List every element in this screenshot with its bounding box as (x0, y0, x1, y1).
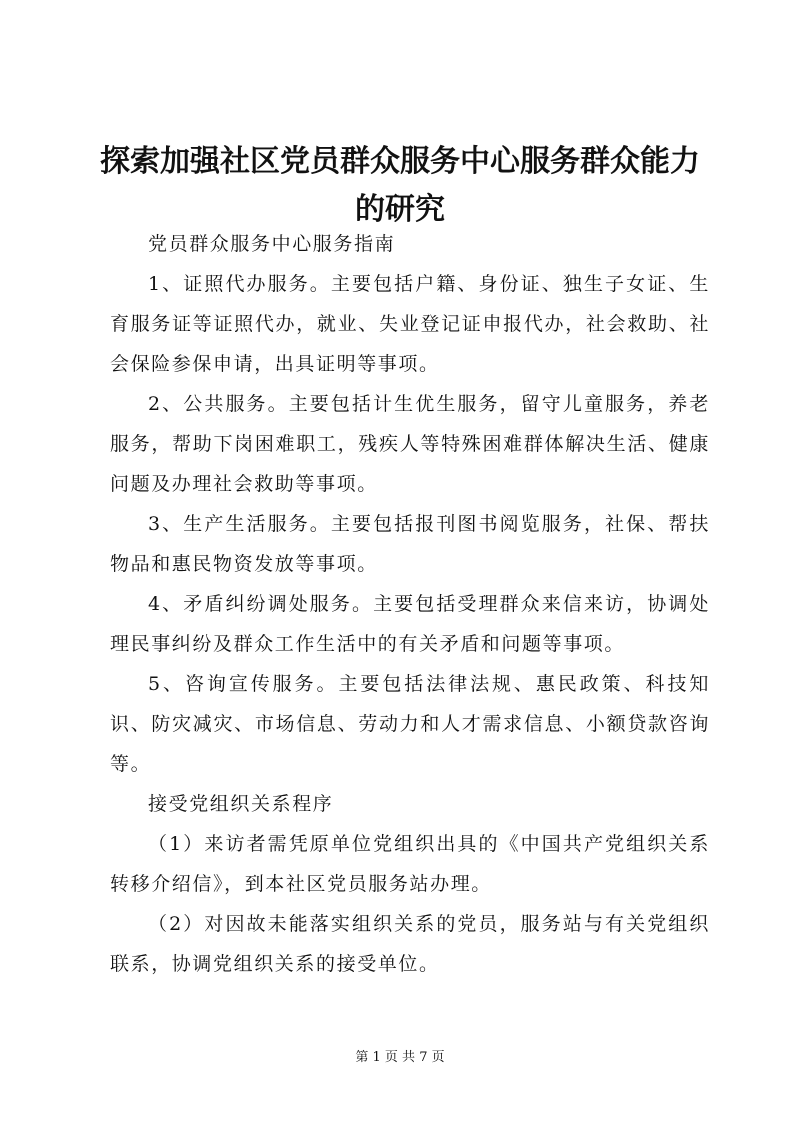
paragraph-dispute-mediation: 4、矛盾纠纷调处服务。主要包括受理群众来信来访，协调处理民事纠纷及群众工作生活中的有关矛盾和问题等事项。 (110, 593, 710, 655)
paragraph-certificate-service: 1、证照代办服务。主要包括户籍、身份证、独生子女证、生育服务证等证照代办，就业、失业登记证申报代办，社会救助、社会保险参保申请，出具证明等事项。 (110, 273, 710, 375)
document-title (100, 138, 700, 234)
paragraph-procedure-step-1: （1）来访者需凭原单位党组织出具的《中国共产党组织关系转移介绍信》，到本社区党员服务站办理。 (110, 833, 710, 895)
paragraph-procedure-step-2: （2）对因故未能落实组织关系的党员，服务站与有关党组织联系，协调党组织关系的接受单位。 (110, 913, 710, 975)
paragraph-production-life-service: 3、生产生活服务。主要包括报刊图书阅览服务，社保、帮扶物品和惠民物资发放等事项。 (110, 513, 710, 575)
page-footer: 第 1 页 共 7 页 (355, 1050, 445, 1065)
title-line-2: 的研究 (355, 192, 445, 227)
paragraph-public-service: 2、公共服务。主要包括计生优生服务，留守儿童服务，养老服务，帮助下岗困难职工，残疾人等特殊困难群体解决生活、健康问题及办理社会救助等事项。 (110, 393, 710, 495)
paragraph-consulting-publicity: 5、咨询宣传服务。主要包括法律法规、惠民政策、科技知识、防灾减灾、市场信息、劳动力和人才需求信息、小额贷款咨询等。 (110, 673, 710, 775)
document-body (110, 224, 710, 984)
title-line-1: 探索加强社区党员群众服务中心服务群众能力 (100, 144, 700, 179)
section-heading-party-relations: 接受党组织关系程序 (148, 793, 334, 815)
section-heading-service-guide: 党员群众服务中心服务指南 (148, 233, 396, 255)
